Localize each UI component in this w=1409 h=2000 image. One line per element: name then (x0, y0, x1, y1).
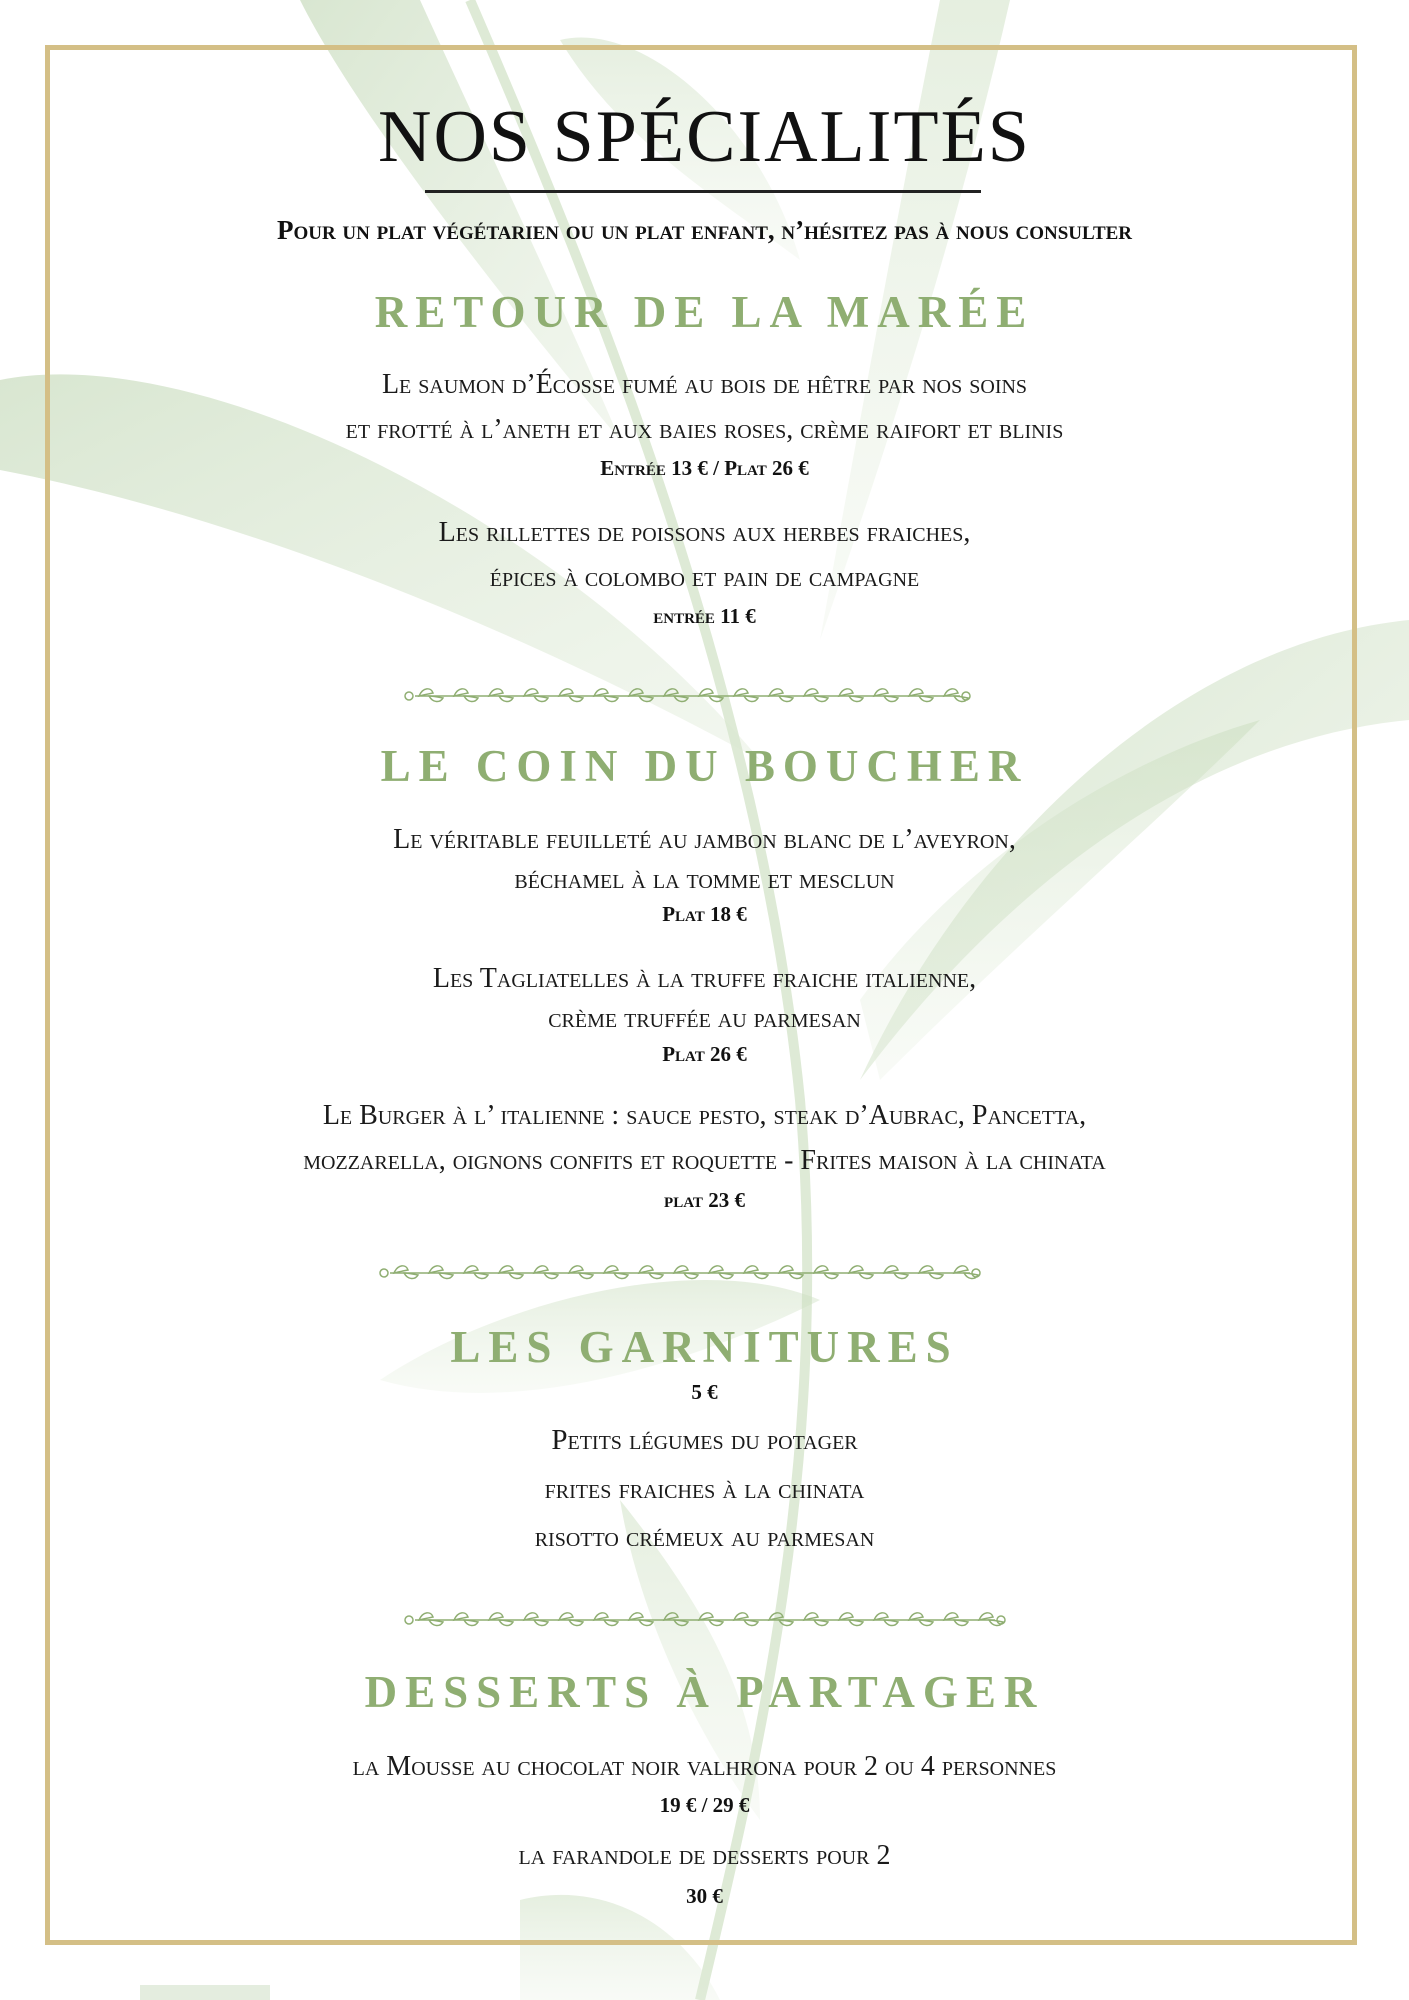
dish-line: Le Burger à l’ italienne : sauce pesto, steak d’Aubrac, Pancetta, (322, 1100, 1087, 1131)
subtitle-note: Pour un plat végétarien ou un plat enfant, n’hésitez pas à nous consulter (276, 215, 1133, 245)
dish-line: béchamel à la tomme et mesclun (514, 864, 895, 895)
dish-line: mozzarella, oignons confits et roquette - Frites maison à la chinata (303, 1145, 1106, 1176)
section-title-maree: RETOUR DE LA MARÉE (374, 287, 1035, 337)
section-title-boucher: LE COIN DU BOUCHER (380, 741, 1029, 791)
page-title: NOS SPÉCIALITÉS (378, 96, 1031, 178)
dish-price: Plat 26 € (662, 1042, 747, 1066)
vine-divider-icon (0, 1258, 1409, 1288)
dessert-price: 19 € / 29 € (659, 1793, 750, 1817)
dessert-price: 30 € (686, 1884, 723, 1908)
dish-line: Les rillettes de poissons aux herbes fraiches, (438, 517, 971, 548)
dish-line: et frotté à l’aneth et aux baies roses, crème raifort et blinis (345, 414, 1064, 445)
dish-line: Le véritable feuilleté au jambon blanc de l’aveyron, (393, 824, 1016, 855)
dish-price: plat 23 € (664, 1188, 745, 1212)
dish-line: Les Tagliatelles à la truffe fraiche italienne, (432, 963, 977, 994)
vine-divider-icon (0, 681, 1409, 711)
section-title-desserts: DESSERTS À PARTAGER (364, 1667, 1045, 1717)
garnish-item: risotto crémeux au parmesan (534, 1521, 875, 1553)
dessert-line: la farandole de desserts pour 2 (518, 1840, 891, 1871)
title-underline (425, 190, 981, 193)
vine-divider-icon (0, 1605, 1409, 1635)
dish-line: Le saumon d’Écosse fumé au bois de hêtre par nos soins (381, 369, 1028, 400)
dish-price: Plat 18 € (662, 902, 747, 926)
dessert-line: la Mousse au chocolat noir valhrona pour 2 ou 4 personnes (352, 1751, 1057, 1782)
section-title-garnitures: LES GARNITURES (450, 1322, 959, 1372)
garnish-item: frites fraiches à la chinata (544, 1473, 865, 1505)
dish-line: crème truffée au parmesan (548, 1003, 861, 1034)
dish-price: Entrée 13 € / Plat 26 € (600, 456, 809, 480)
dish-price: entrée 11 € (653, 604, 756, 628)
garnish-price: 5 € (691, 1380, 718, 1404)
dish-line: épices à colombo et pain de campagne (489, 562, 920, 593)
garnish-item: Petits légumes du potager (551, 1424, 858, 1456)
